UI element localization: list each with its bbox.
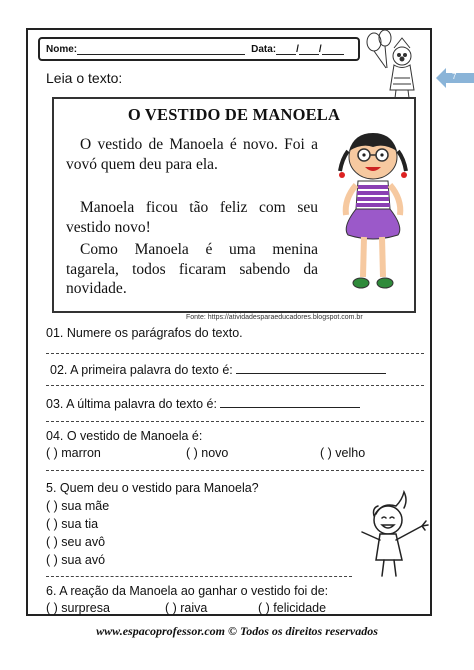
question-2-answer-line[interactable] [236, 362, 386, 374]
option-marron[interactable]: ( ) marron [46, 446, 101, 460]
question-2-text: 02. A primeira palavra do texto é: [50, 363, 233, 377]
question-4: 04. O vestido de Manoela é: [46, 429, 203, 443]
answer-dashed-line [46, 470, 424, 471]
instruction: Leia o texto: [46, 70, 123, 86]
option-velho[interactable]: ( ) velho [320, 446, 366, 460]
text-paragraph: Como Manoela é uma menina tagarela, todos ficaram sabendo da novidade. [66, 241, 318, 298]
answer-dashed-line [46, 353, 424, 354]
date-label: Data: [251, 43, 277, 55]
question-1: 01. Numere os parágrafos do texto. [46, 326, 243, 340]
name-label: Nome: [46, 43, 78, 55]
reading-text-box [52, 97, 416, 313]
option-raiva[interactable]: ( ) raiva [165, 601, 208, 615]
question-5: 5. Quem deu o vestido para Manoela? [46, 481, 259, 495]
question-6: 6. A reação da Manoela ao ganhar o vestido foi de: [46, 584, 329, 598]
date-year-field[interactable] [322, 44, 344, 55]
answer-dashed-line [46, 421, 424, 422]
footer-copyright: www.espacoprofessor.com © Todos os direitos reservados [96, 624, 378, 638]
question-3 [46, 396, 360, 411]
text-paragraph: Manoela ficou tão feliz com seu vestido novo! [66, 199, 318, 236]
clown-balloons-illustration [364, 30, 422, 100]
manoela-girl-illustration [332, 129, 414, 309]
option-sua-avo[interactable]: ( ) sua avó [46, 553, 106, 567]
answer-dashed-line [46, 385, 424, 386]
date-month-field[interactable] [299, 44, 319, 55]
option-sua-tia[interactable]: ( ) sua tia [46, 517, 99, 531]
question-3-answer-line[interactable] [220, 396, 360, 408]
question-2 [50, 362, 386, 377]
source-credit: Fonte: https://atividadesparaeducadores.blogspot.com.br [186, 314, 363, 321]
text-title: O VESTIDO DE MANOELA [127, 105, 341, 124]
stick-girl-illustration [352, 488, 436, 580]
date-separator: / [296, 43, 299, 55]
option-felicidade[interactable]: ( ) felicidade [258, 601, 327, 615]
date-separator: / [318, 43, 322, 55]
text-paragraph: O vestido de Manoela é novo. Foi a vovó quem deu para ela. [66, 136, 318, 173]
option-novo[interactable]: ( ) novo [186, 446, 229, 460]
option-seu-avo[interactable]: ( ) seu avô [46, 535, 106, 549]
date-day-field[interactable] [276, 44, 296, 55]
option-surpresa[interactable]: ( ) surpresa [46, 601, 110, 615]
option-sua-mae[interactable]: ( ) sua mãe [46, 499, 110, 513]
name-field[interactable] [77, 44, 245, 55]
answer-dashed-line [46, 576, 352, 577]
page-number: 7 [452, 72, 457, 81]
question-3-text: 03. A última palavra do texto é: [46, 397, 217, 411]
name-date-bar [38, 37, 360, 61]
